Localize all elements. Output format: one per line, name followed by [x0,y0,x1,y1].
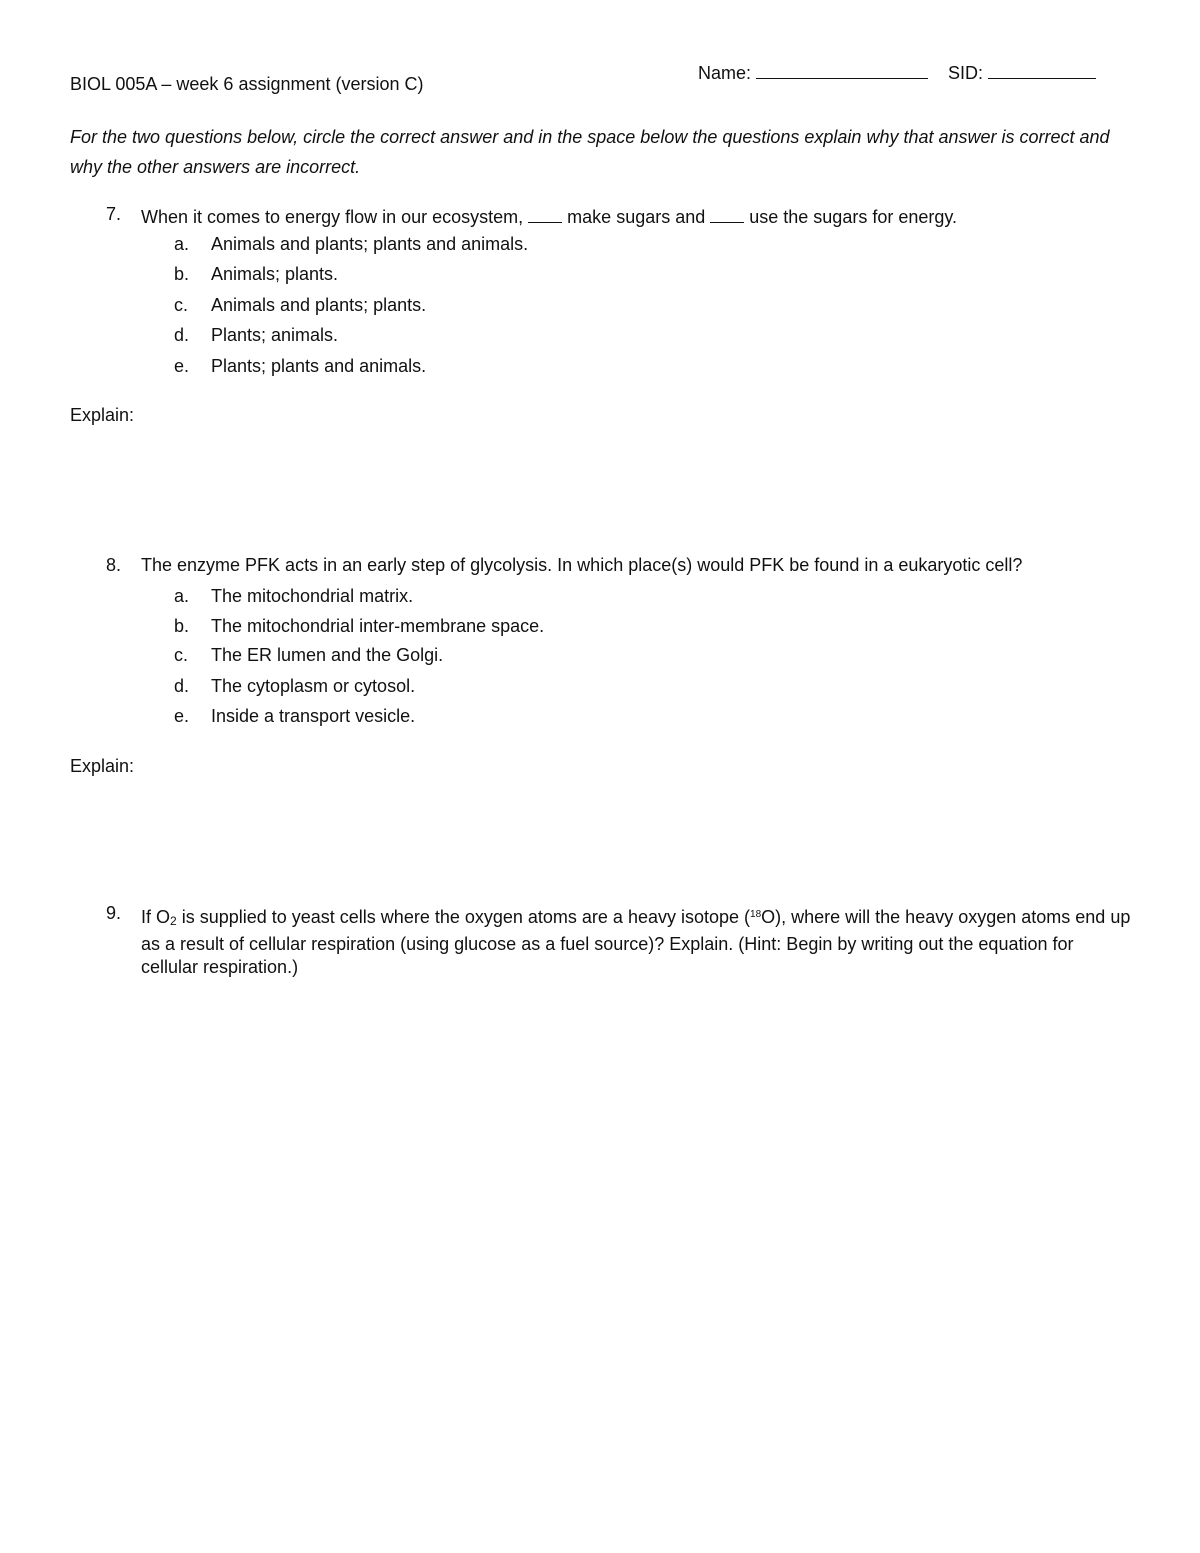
option-text[interactable]: The ER lumen and the Golgi. [211,645,444,665]
subscript: 2 [170,914,177,928]
option-letter[interactable]: c. [174,295,189,315]
question-text-part: is supplied to yeast cells where the oxygen atoms are a heavy isotope ( [176,907,751,927]
option-letter[interactable]: d. [174,325,190,345]
option-text[interactable]: Animals and plants; plants and animals. [211,234,529,254]
option-text[interactable]: The mitochondrial inter-membrane space. [211,616,545,636]
option-text[interactable]: The cytoplasm or cytosol. [211,676,416,696]
name-blank[interactable] [756,60,928,79]
option-text[interactable]: Plants; animals. [211,325,339,345]
explain-label: Explain: [70,756,135,776]
explain-label: Explain: [70,405,135,425]
sid-label: SID: [948,63,984,83]
question-number: 9. [106,903,122,923]
option-text[interactable]: Animals and plants; plants. [211,295,427,315]
question-number: 8. [106,555,122,575]
sid-blank[interactable] [988,60,1096,79]
option-letter[interactable]: a. [174,586,190,606]
question-number: 7. [106,204,122,224]
option-letter[interactable]: e. [174,706,190,726]
option-text[interactable]: Inside a transport vesicle. [211,706,416,726]
option-letter[interactable]: b. [174,264,190,284]
question-text: The enzyme PFK acts in an early step of glycolysis. In which place(s) would PFK be found in a eukaryotic cell? [141,555,1023,575]
superscript: 18 [750,909,762,920]
question-blank [528,204,562,223]
course-title: BIOL 005A – week 6 assignment (version C) [70,74,424,94]
question-text-part: When it comes to energy flow in our ecosystem, [141,207,529,227]
question-blank [710,204,744,223]
name-label: Name: [698,63,752,83]
option-letter[interactable]: e. [174,356,190,376]
option-text[interactable]: Plants; plants and animals. [211,356,427,376]
question-text-part: make sugars and [562,207,711,227]
option-letter[interactable]: b. [174,616,190,636]
question-text [141,903,1131,979]
question-text-part: O), where will the heavy oxygen atoms end up as a result of cellular respiration (using glucose as a fuel source)? Explain. (Hint: Begin by writing out the equation for cellular respiration.) [141,907,1131,977]
question-text [141,204,957,228]
name-sid-line [698,60,1096,84]
question-text-part: If O [141,907,171,927]
option-text[interactable]: The mitochondrial matrix. [211,586,414,606]
option-letter[interactable]: c. [174,645,189,665]
instructions: For the two questions below, circle the correct answer and in the space below the questions explain why that answer is correct and why the other answers are incorrect. [70,127,1110,177]
question-text-part: use the sugars for energy. [744,207,958,227]
option-letter[interactable]: d. [174,676,190,696]
option-letter[interactable]: a. [174,234,190,254]
option-text[interactable]: Animals; plants. [211,264,339,284]
